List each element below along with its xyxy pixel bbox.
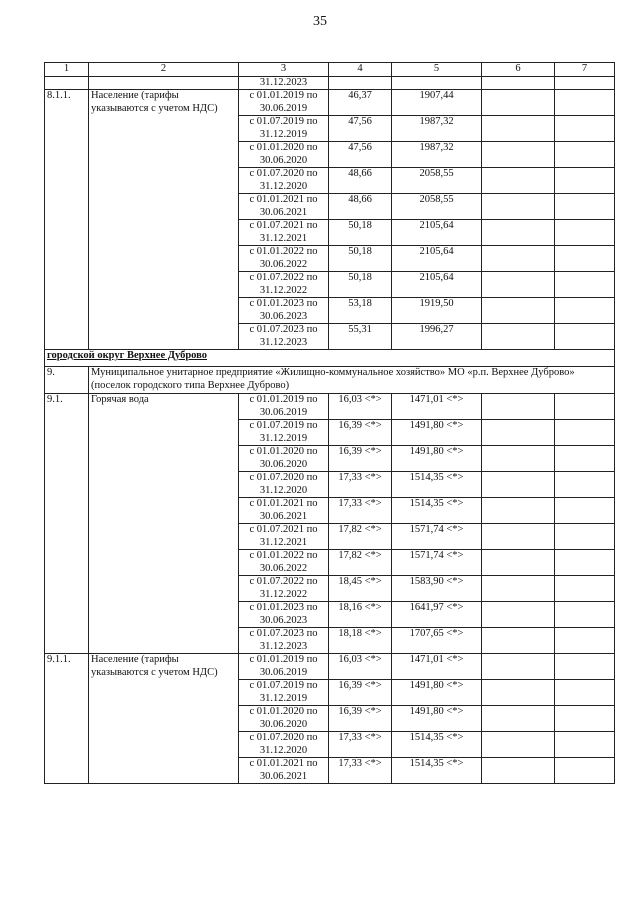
empty-cell xyxy=(482,524,555,550)
period-cell: с 01.01.2022 по 30.06.2022 xyxy=(239,246,329,272)
empty-cell xyxy=(555,680,615,706)
value-cell: 1996,27 xyxy=(392,324,482,350)
column-header: 6 xyxy=(482,63,555,77)
empty-cell xyxy=(482,420,555,446)
value-cell: 18,16 <*> xyxy=(329,602,392,628)
value-cell: 50,18 xyxy=(329,220,392,246)
continuation-row xyxy=(45,76,615,90)
group-row xyxy=(45,350,615,367)
empty-cell xyxy=(482,220,555,246)
tariff-table xyxy=(44,62,615,784)
column-header: 3 xyxy=(239,63,329,77)
period-cell: с 01.07.2021 по 31.12.2021 xyxy=(239,220,329,246)
value-cell: 48,66 xyxy=(329,194,392,220)
value-cell: 1491,80 <*> xyxy=(392,680,482,706)
empty-cell xyxy=(482,90,555,116)
value-cell: 2105,64 xyxy=(392,220,482,246)
value-cell: 1491,80 <*> xyxy=(392,706,482,732)
value-cell: 1907,44 xyxy=(392,90,482,116)
empty-cell xyxy=(555,706,615,732)
empty-cell xyxy=(482,706,555,732)
period-cell: с 01.01.2020 по 30.06.2020 xyxy=(239,446,329,472)
empty-cell xyxy=(482,550,555,576)
organization-name: Муниципальное унитарное предприятие «Жилищно-коммунальное хозяйство» МО «р.п. Верхнее Дуброво» (поселок городского типа Верхнее Дуброво) xyxy=(89,367,615,394)
value-cell: 48,66 xyxy=(329,168,392,194)
period-cell: с 01.07.2019 по 31.12.2019 xyxy=(239,116,329,142)
value-cell: 1471,01 <*> xyxy=(392,654,482,680)
value-cell: 2058,55 xyxy=(392,194,482,220)
column-header: 7 xyxy=(555,63,615,77)
value-cell: 1571,74 <*> xyxy=(392,524,482,550)
value-cell: 1471,01 <*> xyxy=(392,394,482,420)
empty-cell xyxy=(555,576,615,602)
empty-cell xyxy=(555,654,615,680)
empty-cell xyxy=(555,446,615,472)
value-cell: 17,33 <*> xyxy=(329,758,392,784)
period-cell: 31.12.2023 xyxy=(239,76,329,90)
value-cell: 17,33 <*> xyxy=(329,498,392,524)
value-cell: 1641,97 <*> xyxy=(392,602,482,628)
value-cell: 2105,64 xyxy=(392,272,482,298)
value-cell: 50,18 xyxy=(329,246,392,272)
value-cell: 1491,80 <*> xyxy=(392,446,482,472)
group-title: городской округ Верхнее Дуброво xyxy=(45,350,615,367)
value-cell: 1514,35 <*> xyxy=(392,472,482,498)
period-cell: с 01.07.2023 по 31.12.2023 xyxy=(239,324,329,350)
value-cell: 47,56 xyxy=(329,116,392,142)
empty-cell xyxy=(555,472,615,498)
value-cell: 17,82 <*> xyxy=(329,524,392,550)
value-cell: 16,03 <*> xyxy=(329,654,392,680)
value-cell: 1514,35 <*> xyxy=(392,498,482,524)
empty-cell xyxy=(555,194,615,220)
value-cell: 1987,32 xyxy=(392,116,482,142)
empty-cell xyxy=(555,628,615,654)
value-cell: 1707,65 <*> xyxy=(392,628,482,654)
page-number: 35 xyxy=(313,14,327,29)
period-cell: с 01.07.2021 по 31.12.2021 xyxy=(239,524,329,550)
empty-cell xyxy=(555,602,615,628)
empty-cell xyxy=(555,272,615,298)
value-cell: 47,56 xyxy=(329,142,392,168)
empty-cell xyxy=(555,116,615,142)
empty-cell xyxy=(482,168,555,194)
header-row xyxy=(45,63,615,77)
value-cell: 1514,35 <*> xyxy=(392,758,482,784)
period-cell: с 01.07.2020 по 31.12.2020 xyxy=(239,732,329,758)
period-cell: с 01.07.2019 по 31.12.2019 xyxy=(239,420,329,446)
value-cell: 1514,35 <*> xyxy=(392,732,482,758)
value-cell: 16,39 <*> xyxy=(329,706,392,732)
empty-cell xyxy=(482,472,555,498)
organization-number: 9. xyxy=(45,367,89,394)
cell xyxy=(329,76,392,90)
table-row xyxy=(45,90,615,116)
value-cell: 17,33 <*> xyxy=(329,472,392,498)
value-cell: 16,03 <*> xyxy=(329,394,392,420)
period-cell: с 01.01.2021 по 30.06.2021 xyxy=(239,498,329,524)
table-row xyxy=(45,394,615,420)
empty-cell xyxy=(482,602,555,628)
empty-cell xyxy=(482,654,555,680)
empty-cell xyxy=(555,550,615,576)
empty-cell xyxy=(555,246,615,272)
period-cell: с 01.07.2023 по 31.12.2023 xyxy=(239,628,329,654)
period-cell: с 01.01.2020 по 30.06.2020 xyxy=(239,706,329,732)
period-cell: с 01.01.2021 по 30.06.2021 xyxy=(239,758,329,784)
column-header: 1 xyxy=(45,63,89,77)
empty-cell xyxy=(482,142,555,168)
empty-cell xyxy=(555,498,615,524)
cell xyxy=(482,76,555,90)
empty-cell xyxy=(555,220,615,246)
value-cell: 46,37 xyxy=(329,90,392,116)
period-cell: с 01.07.2019 по 31.12.2019 xyxy=(239,680,329,706)
empty-cell xyxy=(555,420,615,446)
empty-cell xyxy=(555,394,615,420)
table-row xyxy=(45,654,615,680)
value-cell: 16,39 <*> xyxy=(329,446,392,472)
value-cell: 2058,55 xyxy=(392,168,482,194)
item-name: Горячая вода xyxy=(89,394,239,654)
value-cell: 53,18 xyxy=(329,298,392,324)
value-cell: 18,18 <*> xyxy=(329,628,392,654)
period-cell: с 01.01.2021 по 30.06.2021 xyxy=(239,194,329,220)
period-cell: с 01.01.2023 по 30.06.2023 xyxy=(239,602,329,628)
empty-cell xyxy=(482,194,555,220)
value-cell: 55,31 xyxy=(329,324,392,350)
empty-cell xyxy=(482,246,555,272)
empty-cell xyxy=(482,628,555,654)
period-cell: с 01.01.2020 по 30.06.2020 xyxy=(239,142,329,168)
value-cell: 2105,64 xyxy=(392,246,482,272)
column-header: 4 xyxy=(329,63,392,77)
empty-cell xyxy=(482,446,555,472)
empty-cell xyxy=(482,576,555,602)
organization-row xyxy=(45,367,615,394)
value-cell: 17,82 <*> xyxy=(329,550,392,576)
cell xyxy=(555,76,615,90)
period-cell: с 01.01.2023 по 30.06.2023 xyxy=(239,298,329,324)
period-cell: с 01.01.2019 по 30.06.2019 xyxy=(239,654,329,680)
empty-cell xyxy=(482,758,555,784)
item-name: Население (тарифы указываются с учетом НДС) xyxy=(89,654,239,784)
empty-cell xyxy=(482,394,555,420)
empty-cell xyxy=(482,498,555,524)
value-cell: 17,33 <*> xyxy=(329,732,392,758)
empty-cell xyxy=(555,298,615,324)
empty-cell xyxy=(482,732,555,758)
empty-cell xyxy=(555,142,615,168)
value-cell: 16,39 <*> xyxy=(329,680,392,706)
value-cell: 1583,90 <*> xyxy=(392,576,482,602)
value-cell: 50,18 xyxy=(329,272,392,298)
value-cell: 1491,80 <*> xyxy=(392,420,482,446)
empty-cell xyxy=(555,758,615,784)
value-cell: 18,45 <*> xyxy=(329,576,392,602)
empty-cell xyxy=(482,272,555,298)
column-header: 2 xyxy=(89,63,239,77)
value-cell: 1987,32 xyxy=(392,142,482,168)
cell xyxy=(89,76,239,90)
period-cell: с 01.07.2020 по 31.12.2020 xyxy=(239,168,329,194)
empty-cell xyxy=(555,524,615,550)
empty-cell xyxy=(555,324,615,350)
empty-cell xyxy=(482,680,555,706)
empty-cell xyxy=(482,324,555,350)
period-cell: с 01.01.2019 по 30.06.2019 xyxy=(239,90,329,116)
value-cell: 1919,50 xyxy=(392,298,482,324)
period-cell: с 01.01.2019 по 30.06.2019 xyxy=(239,394,329,420)
value-cell: 16,39 <*> xyxy=(329,420,392,446)
empty-cell xyxy=(482,116,555,142)
item-number: 9.1.1. xyxy=(45,654,89,784)
period-cell: с 01.07.2022 по 31.12.2022 xyxy=(239,272,329,298)
period-cell: с 01.07.2022 по 31.12.2022 xyxy=(239,576,329,602)
cell xyxy=(45,76,89,90)
period-cell: с 01.01.2022 по 30.06.2022 xyxy=(239,550,329,576)
empty-cell xyxy=(482,298,555,324)
item-name: Население (тарифы указываются с учетом НДС) xyxy=(89,90,239,350)
empty-cell xyxy=(555,168,615,194)
column-header: 5 xyxy=(392,63,482,77)
empty-cell xyxy=(555,90,615,116)
empty-cell xyxy=(555,732,615,758)
cell xyxy=(392,76,482,90)
period-cell: с 01.07.2020 по 31.12.2020 xyxy=(239,472,329,498)
item-number: 9.1. xyxy=(45,394,89,654)
item-number: 8.1.1. xyxy=(45,90,89,350)
value-cell: 1571,74 <*> xyxy=(392,550,482,576)
